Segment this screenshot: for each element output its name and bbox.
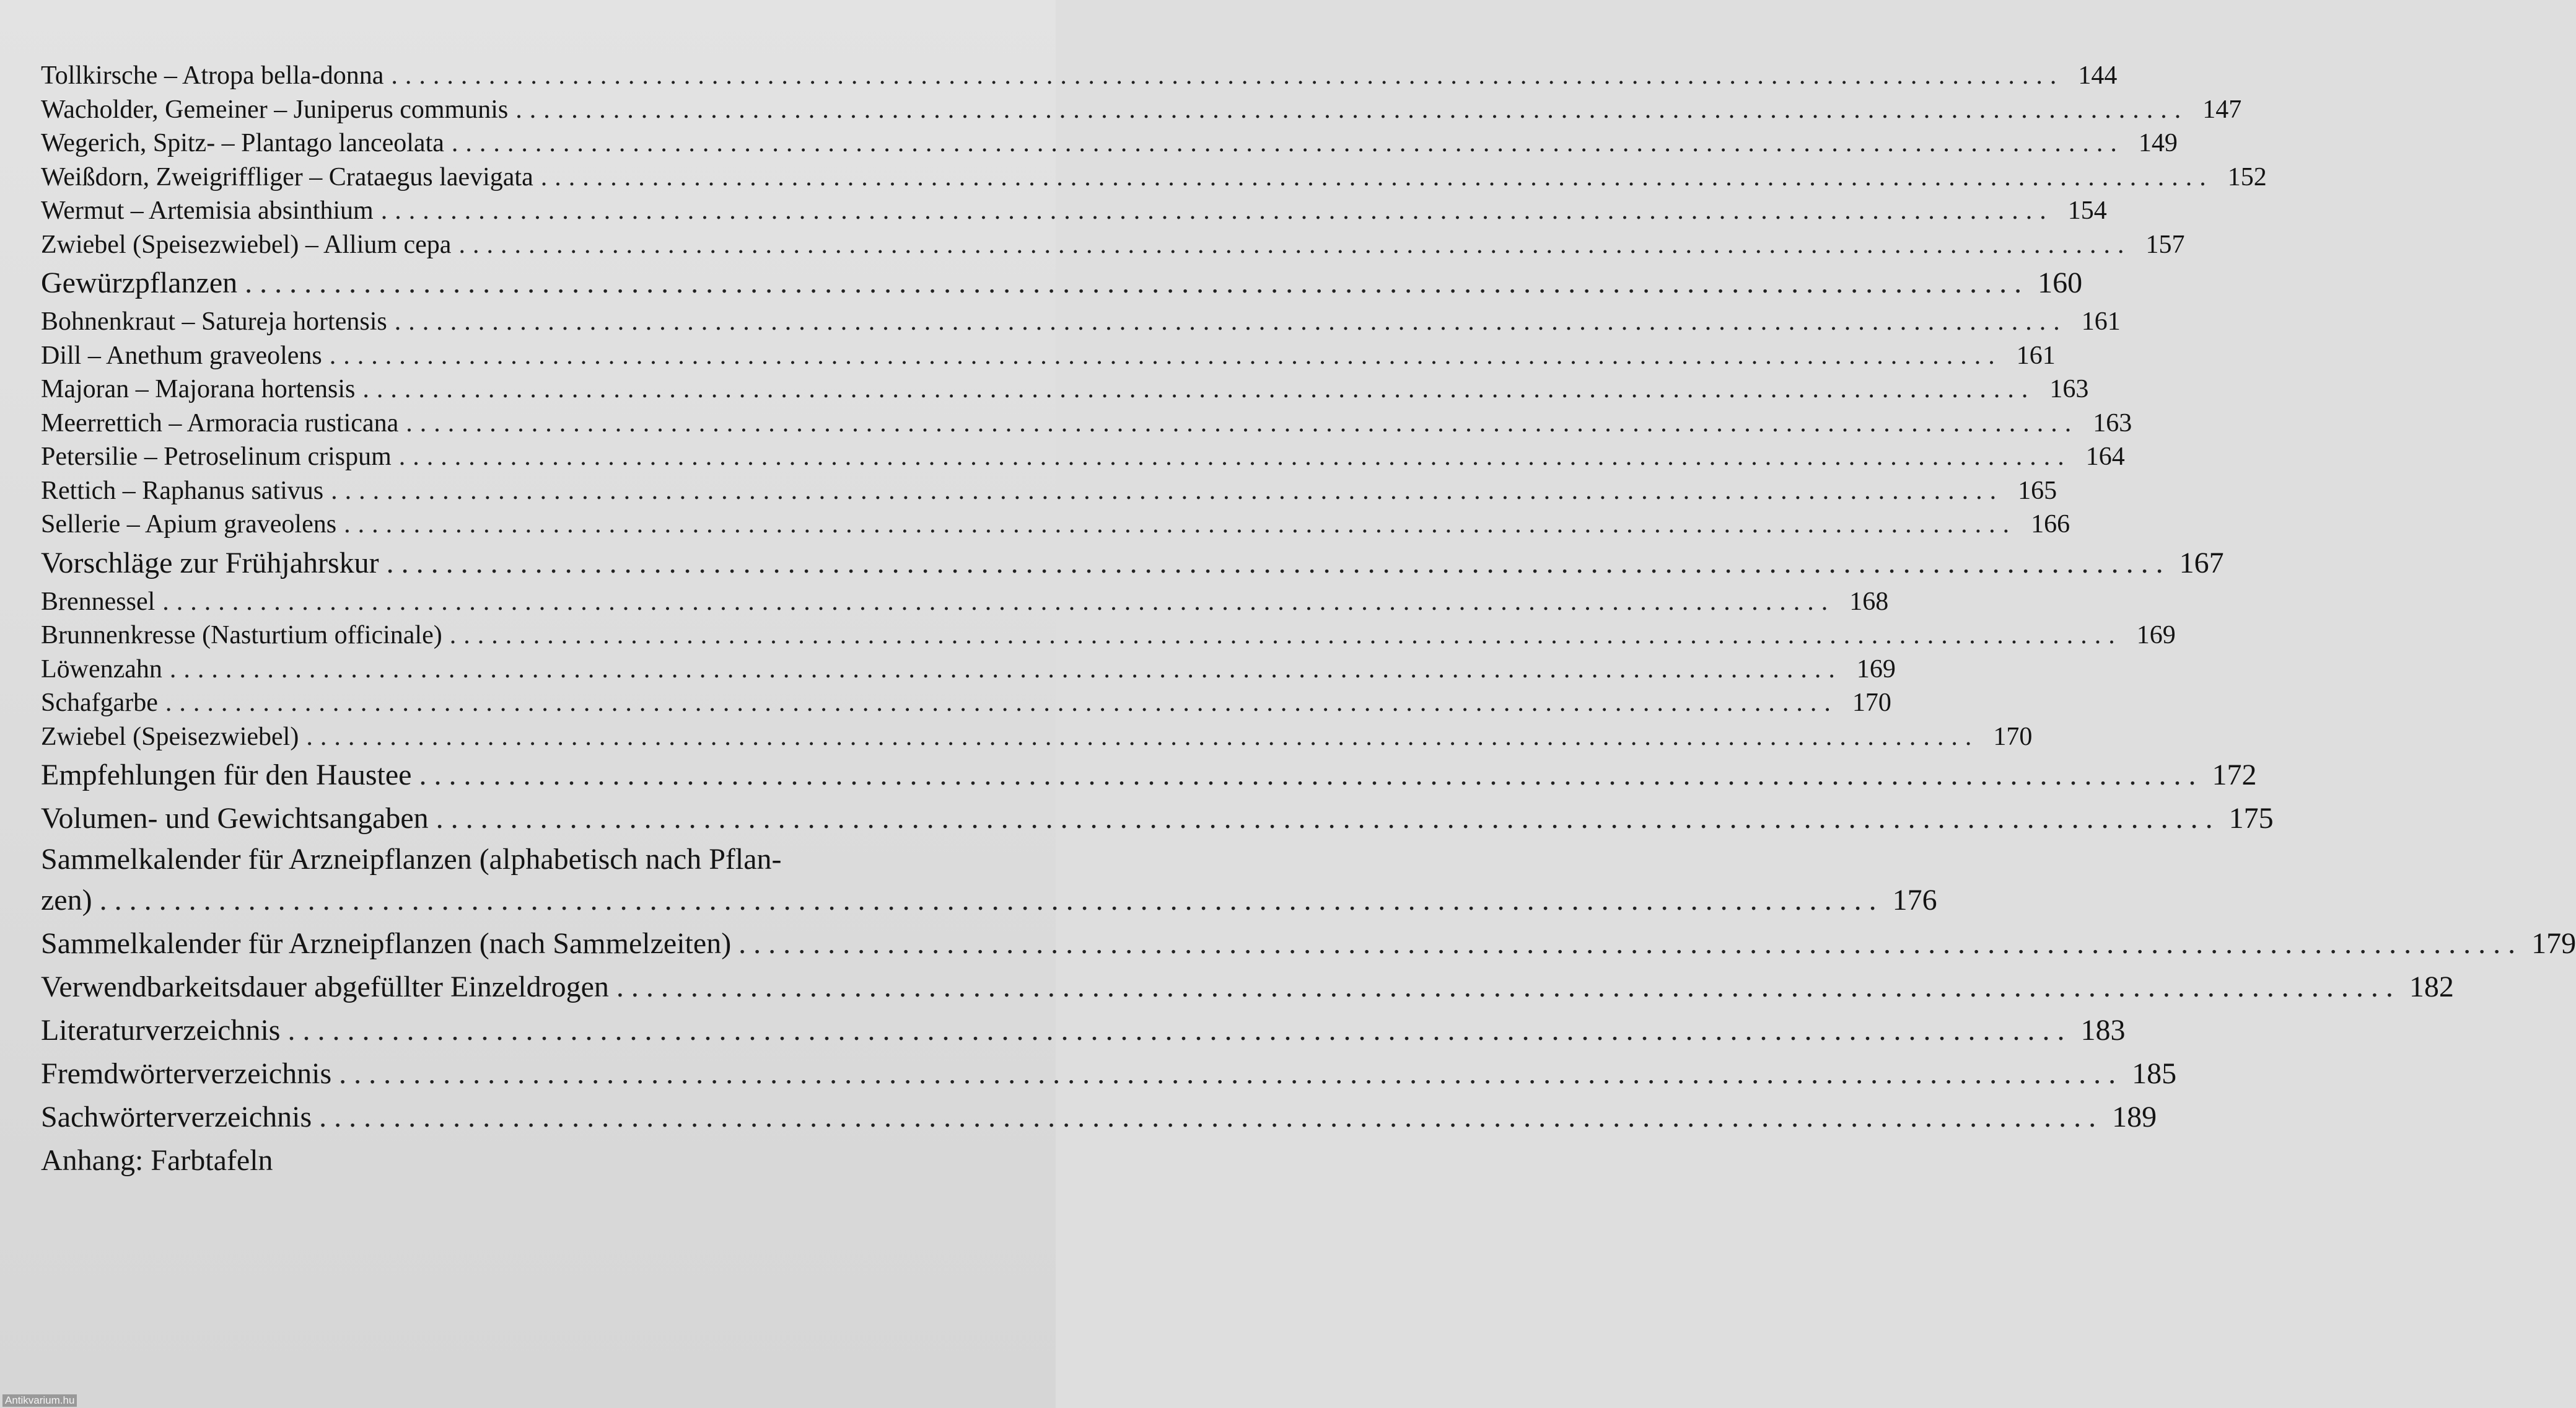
toc-entry-page: 168 (1849, 587, 1889, 616)
toc-section-heading (41, 966, 2454, 1009)
toc-entry-page: 161 (2081, 307, 2121, 336)
toc-entry (41, 440, 2125, 474)
toc-section-page: 179 (2531, 927, 2576, 960)
dot-leader: ........................................................................................................................ (616, 970, 2401, 1003)
toc-section-title-line2: zen) (41, 884, 92, 917)
toc-entry (41, 720, 2033, 754)
toc-entry (41, 93, 2242, 127)
toc-section-heading (41, 879, 1937, 922)
toc-entry (41, 474, 2057, 508)
dot-leader: ........................................................................................................................ (419, 759, 2204, 791)
toc-entry (41, 161, 2267, 195)
toc-entry (41, 194, 2107, 228)
dot-leader: ........................................................................................................................ (449, 621, 2123, 649)
toc-section-heading (41, 262, 2083, 305)
toc-section-title: Vorschläge zur Frühjahrskur (41, 546, 379, 579)
toc-entry (41, 59, 2118, 93)
dot-leader: ........................................................................................................................ (306, 722, 1979, 751)
toc-entry-page: 157 (2145, 230, 2185, 259)
toc-entry-title: Rettich – Raphanus sativus (41, 476, 324, 505)
toc-entry-page: 147 (2202, 95, 2242, 124)
toc-entry (41, 508, 2070, 542)
toc-section-title: Sachwörterverzeichnis (41, 1101, 312, 1133)
dot-leader: ........................................................................................................................ (339, 1057, 2124, 1090)
toc-entry-title: Zwiebel (Speisezwiebel) (41, 722, 299, 751)
toc-section-title: Anhang: Farbtafeln (41, 1144, 273, 1177)
dot-leader: ........................................................................................................................ (458, 230, 2132, 259)
dot-leader: ........................................................................................................................ (329, 341, 2002, 370)
toc-section-title: Fremdwörterverzeichnis (41, 1057, 332, 1090)
toc-entry-page: 170 (1852, 689, 1891, 717)
dot-leader: ........................................................................................................................ (245, 266, 2030, 299)
toc-section-heading (41, 1096, 2157, 1139)
toc-entry (41, 339, 2056, 373)
toc-entry-title: Bohnenkraut – Satureja hortensis (41, 307, 387, 336)
dot-leader: ........................................................................................................................ (169, 654, 1842, 684)
dot-leader: ........................................................................................................................ (406, 408, 2079, 438)
dot-leader: ........................................................................................................................ (287, 1014, 2072, 1047)
dot-leader: ........................................................................................................................ (386, 546, 2171, 579)
toc-entry-page: 169 (2136, 621, 2176, 649)
toc-entry-title: Weißdorn, Zweigriffliger – Crataegus laevigata (41, 162, 533, 191)
toc-entry-title: Petersilie – Petroselinum crispum (41, 442, 392, 471)
toc-entry (41, 126, 2178, 161)
toc-entry-page: 166 (2031, 510, 2070, 539)
dot-leader: ........................................................................................................................ (362, 375, 2036, 403)
toc-section-heading (41, 1052, 2177, 1096)
dot-leader: ........................................................................................................................ (162, 587, 1836, 616)
toc-entry (41, 228, 2185, 262)
toc-section-title: Volumen- und Gewichtsangaben (41, 802, 429, 835)
toc-section-title: Literaturverzeichnis (41, 1014, 281, 1047)
toc-entry (41, 372, 2089, 407)
toc-section-page: 185 (2132, 1057, 2177, 1090)
toc-entry-title: Brennessel (41, 587, 156, 616)
dot-leader: ........................................................................................................................ (436, 802, 2220, 835)
toc-entry-page: 163 (2093, 408, 2132, 438)
toc-entry (41, 686, 1891, 720)
toc-entry-page: 144 (2078, 61, 2118, 90)
toc-entry-title: Wermut – Artemisia absinthium (41, 196, 374, 225)
dot-leader: ........................................................................................................................ (394, 307, 2067, 336)
dot-leader: ........................................................................................................................ (391, 61, 2064, 90)
toc-entry-title: Meerrettich – Armoracia rusticana (41, 408, 399, 438)
toc-entry-page: 165 (2018, 476, 2057, 505)
toc-section-heading (41, 754, 2257, 797)
dot-leader: ........................................................................................................................ (165, 689, 1838, 717)
toc-section-page: 189 (2112, 1101, 2157, 1133)
toc-entry-title: Zwiebel (Speisezwiebel) – Allium cepa (41, 230, 452, 259)
toc-section-heading (41, 542, 2224, 585)
toc-section-heading (41, 922, 2576, 966)
toc-entry-page: 161 (2016, 341, 2056, 370)
toc-entry-title: Löwenzahn (41, 654, 162, 684)
toc-section-title: Empfehlungen für den Haustee (41, 759, 412, 791)
toc-section-heading (41, 1009, 2126, 1052)
toc-entry-page: 149 (2138, 129, 2178, 157)
toc-entry (41, 305, 2121, 339)
table-of-contents (41, 59, 2576, 1182)
toc-entry-title: Dill – Anethum graveolens (41, 341, 322, 370)
dot-leader: ........................................................................................................................ (331, 476, 2004, 505)
dot-leader: ........................................................................................................................ (99, 884, 1884, 917)
toc-entry-title: Wacholder, Gemeiner – Juniperus communis (41, 95, 509, 124)
toc-entry-title: Wegerich, Spitz- – Plantago lanceolata (41, 129, 444, 157)
toc-entry (41, 585, 1889, 619)
toc-entry-page: 164 (2085, 442, 2125, 471)
toc-entry-title: Brunnenkresse (Nasturtium officinale) (41, 621, 442, 649)
toc-entry-page: 154 (2067, 196, 2107, 225)
toc-section-page: 175 (2228, 802, 2274, 835)
dot-leader: ........................................................................................................................ (738, 927, 2523, 960)
dot-leader: ........................................................................................................................ (380, 196, 2054, 225)
toc-entry (41, 618, 2176, 653)
toc-section-page: 182 (2409, 970, 2454, 1003)
toc-section-title-line1: Sammelkalender für Arzneipflanzen (alphabetisch nach Pflan- (41, 843, 782, 876)
toc-entry-page: 152 (2227, 162, 2267, 191)
toc-entry-title: Sellerie – Apium graveolens (41, 510, 337, 539)
toc-section-page: 160 (2038, 266, 2083, 299)
toc-section-page: 176 (1892, 884, 1937, 917)
toc-entry-title: Tollkirsche – Atropa bella-donna (41, 61, 384, 90)
toc-entry-title: Majoran – Majorana hortensis (41, 375, 356, 403)
toc-section-heading (41, 797, 2274, 840)
dot-leader: ........................................................................................................................ (344, 510, 2017, 539)
toc-section-title: Verwendbarkeitsdauer abgefüllter Einzeldrogen (41, 970, 609, 1003)
toc-section-title: Gewürzpflanzen (41, 266, 238, 299)
dot-leader: ........................................................................................................................ (398, 442, 2072, 471)
toc-entry-page: 163 (2049, 375, 2089, 403)
toc-entry (41, 407, 2132, 441)
toc-entry-title: Schafgarbe (41, 689, 158, 717)
dot-leader: ........................................................................................................................ (451, 129, 2124, 157)
toc-section-title: Sammelkalender für Arzneipflanzen (nach Sammelzeiten) (41, 927, 732, 960)
toc-section-heading (41, 1139, 995, 1182)
dot-leader: ........................................................................................................................ (515, 95, 2189, 124)
toc-section-page: 183 (2080, 1014, 2126, 1047)
toc-entry-page: 170 (1993, 722, 2033, 751)
dot-leader: ........................................................................................................................ (319, 1101, 2104, 1133)
toc-section-page: 172 (2212, 759, 2257, 791)
toc-entry-page: 169 (1856, 654, 1896, 684)
dot-leader: ........................................................................................................................ (540, 162, 2214, 191)
toc-section-page: 167 (2179, 546, 2224, 579)
toc-entry (41, 653, 1896, 687)
watermark: Antikvarium.hu (2, 1394, 77, 1407)
